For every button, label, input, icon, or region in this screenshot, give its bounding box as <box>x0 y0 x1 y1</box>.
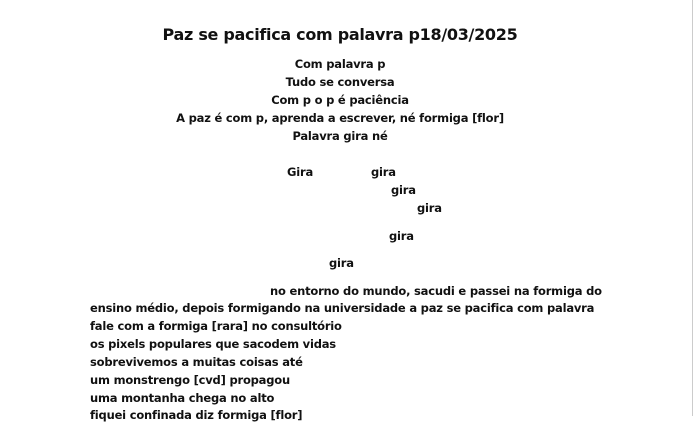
gira-word: gira <box>417 201 442 215</box>
poem-line: uma montanha chega no alto <box>90 391 275 405</box>
poem-line: os pixels populares que sacodem vidas <box>90 337 336 351</box>
poem-line: Tudo se conversa <box>285 75 395 89</box>
gira-word: gira <box>329 256 354 270</box>
gira-word: gira <box>389 229 414 243</box>
poem-line: A paz é com p, aprenda a escrever, né formiga [flor] <box>176 111 504 125</box>
page-edge <box>692 0 693 416</box>
gira-word: gira <box>391 183 416 197</box>
page-title: Paz se pacifica com palavra p18/03/2025 <box>162 25 518 44</box>
gira-word: gira <box>371 165 396 179</box>
poem-line: fale com a formiga [rara] no consultório <box>90 319 342 333</box>
paragraph-start: no entorno do mundo, sacudi e passei na formiga do <box>270 284 602 298</box>
gira-word: Gira <box>287 165 314 179</box>
poem-line: Palavra gira né <box>292 129 388 143</box>
poem-line: fiquei confinada diz formiga [flor] <box>90 408 303 422</box>
poem-line: Com palavra p <box>294 57 386 71</box>
poem-line: sobrevivemos a muitas coisas até <box>90 355 303 369</box>
poem-line: um monstrengo [cvd] propagou <box>90 373 290 387</box>
poem-line: Com p o p é paciência <box>271 93 409 107</box>
poem-line: ensino médio, depois formigando na universidade a paz se pacifica com palavra <box>90 301 595 315</box>
